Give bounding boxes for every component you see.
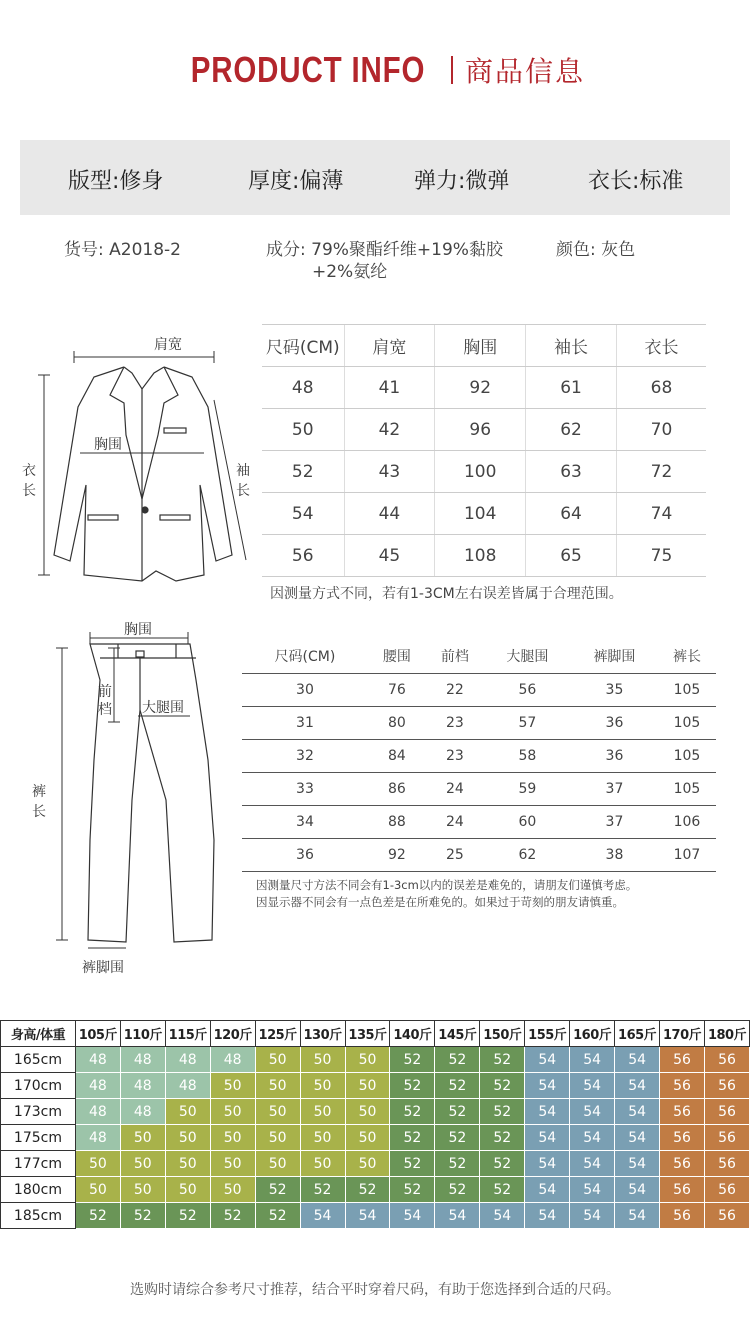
pants-header-cell: 大腿围 — [484, 640, 571, 673]
height-label: 173cm — [1, 1099, 76, 1125]
size-cell: 52 — [390, 1099, 435, 1125]
svg-text:前: 前 — [98, 684, 112, 700]
pants-header-cell: 尺码(CM) — [242, 640, 368, 673]
size-cell: 52 — [390, 1151, 435, 1177]
size-cell: 56 — [660, 1177, 705, 1203]
size-cell: 54 — [525, 1099, 570, 1125]
pants-cell: 34 — [242, 805, 368, 838]
size-cell: 52 — [255, 1203, 300, 1229]
jacket-cell: 48 — [262, 367, 344, 409]
size-cell: 50 — [210, 1073, 255, 1099]
pants-cell: 37 — [571, 772, 658, 805]
size-cell: 52 — [165, 1203, 210, 1229]
svg-text:档: 档 — [98, 702, 112, 718]
weight-header-cell: 150斤 — [480, 1021, 525, 1047]
pants-cell: 62 — [484, 838, 571, 871]
size-chart-row — [1, 1073, 750, 1099]
pants-cell: 31 — [242, 706, 368, 739]
height-label: 180cm — [1, 1177, 76, 1203]
size-cell: 56 — [660, 1073, 705, 1099]
label-thigh: 大腿围 — [142, 700, 184, 716]
size-cell: 50 — [75, 1177, 120, 1203]
size-cell: 50 — [165, 1151, 210, 1177]
size-cell: 52 — [480, 1073, 525, 1099]
size-cell: 54 — [615, 1125, 660, 1151]
size-cell: 50 — [165, 1177, 210, 1203]
jacket-cell: 63 — [526, 451, 617, 493]
weight-header-cell: 155斤 — [525, 1021, 570, 1047]
size-cell: 48 — [120, 1073, 165, 1099]
size-cell: 48 — [75, 1099, 120, 1125]
size-cell: 54 — [570, 1125, 615, 1151]
svg-text:长: 长 — [32, 804, 46, 820]
jacket-cell: 68 — [616, 367, 706, 409]
size-cell: 54 — [570, 1047, 615, 1073]
jacket-cell: 62 — [526, 409, 617, 451]
svg-text:长: 长 — [236, 483, 250, 499]
height-label: 177cm — [1, 1151, 76, 1177]
size-cell: 50 — [210, 1177, 255, 1203]
size-cell: 50 — [255, 1073, 300, 1099]
size-cell: 54 — [615, 1203, 660, 1229]
size-cell: 54 — [390, 1203, 435, 1229]
size-cell: 54 — [570, 1151, 615, 1177]
pants-row — [242, 673, 716, 706]
size-cell: 56 — [660, 1203, 705, 1229]
size-cell: 56 — [705, 1099, 750, 1125]
page-title — [0, 48, 750, 92]
size-chart-row — [1, 1177, 750, 1203]
title-divider — [451, 56, 453, 84]
jacket-cell: 96 — [435, 409, 526, 451]
size-cell: 50 — [300, 1151, 345, 1177]
jacket-header-cell: 尺码(CM) — [262, 325, 344, 367]
jacket-row — [262, 367, 706, 409]
pants-header-cell: 裤长 — [658, 640, 716, 673]
size-cell: 54 — [525, 1125, 570, 1151]
size-cell: 52 — [435, 1047, 480, 1073]
size-cell: 50 — [120, 1125, 165, 1151]
jacket-cell: 43 — [344, 451, 435, 493]
pants-note-1: 因测量尺寸方法不同会有1-3cm以内的误差是难免的，请朋友们谨慎考虑。 — [256, 878, 638, 892]
pants-cell: 23 — [426, 739, 484, 772]
size-cell: 56 — [660, 1047, 705, 1073]
size-cell: 54 — [525, 1047, 570, 1073]
size-cell: 52 — [120, 1203, 165, 1229]
jacket-header-cell: 胸围 — [435, 325, 526, 367]
size-cell: 48 — [165, 1047, 210, 1073]
pants-cell: 22 — [426, 673, 484, 706]
weight-header-cell: 125斤 — [255, 1021, 300, 1047]
weight-header-cell: 165斤 — [615, 1021, 660, 1047]
composition-line1: 成分: 79%聚酯纤维+19%黏胶 — [266, 240, 503, 260]
size-cell: 50 — [210, 1099, 255, 1125]
pants-cell: 107 — [658, 838, 716, 871]
pants-cell: 105 — [658, 739, 716, 772]
size-cell: 50 — [255, 1099, 300, 1125]
jacket-row — [262, 409, 706, 451]
pants-header-cell: 裤脚围 — [571, 640, 658, 673]
attr-stretch: 弹力:微弹 — [414, 169, 510, 194]
size-cell: 50 — [345, 1125, 390, 1151]
size-chart-row — [1, 1047, 750, 1073]
size-cell: 50 — [165, 1125, 210, 1151]
pants-cell: 105 — [658, 772, 716, 805]
size-cell: 54 — [570, 1177, 615, 1203]
size-cell: 52 — [435, 1099, 480, 1125]
jacket-header-cell: 袖长 — [526, 325, 617, 367]
size-recommendation-table — [0, 1020, 750, 1229]
size-cell: 56 — [705, 1047, 750, 1073]
size-cell: 52 — [435, 1125, 480, 1151]
size-cell: 48 — [75, 1047, 120, 1073]
svg-text:裤: 裤 — [32, 784, 46, 800]
size-cell: 50 — [345, 1099, 390, 1125]
jacket-cell: 64 — [526, 493, 617, 535]
jacket-header-cell: 肩宽 — [344, 325, 435, 367]
size-cell: 54 — [570, 1073, 615, 1099]
size-cell: 54 — [480, 1203, 525, 1229]
attr-fit: 版型:修身 — [68, 169, 164, 194]
pants-cell: 24 — [426, 805, 484, 838]
size-cell: 48 — [210, 1047, 255, 1073]
size-cell: 54 — [300, 1203, 345, 1229]
size-cell: 52 — [480, 1151, 525, 1177]
pants-cell: 23 — [426, 706, 484, 739]
pants-header-cell: 腰围 — [368, 640, 426, 673]
weight-header-cell: 135斤 — [345, 1021, 390, 1047]
weight-header-cell: 145斤 — [435, 1021, 480, 1047]
size-cell: 56 — [660, 1151, 705, 1177]
pants-cell: 36 — [571, 739, 658, 772]
size-cell: 50 — [300, 1125, 345, 1151]
size-chart-row — [1, 1203, 750, 1229]
weight-header-cell: 180斤 — [705, 1021, 750, 1047]
size-cell: 56 — [705, 1203, 750, 1229]
height-label: 175cm — [1, 1125, 76, 1151]
jacket-cell: 56 — [262, 535, 344, 577]
pants-cell: 106 — [658, 805, 716, 838]
size-cell: 54 — [345, 1203, 390, 1229]
size-cell: 52 — [255, 1177, 300, 1203]
pants-cell: 24 — [426, 772, 484, 805]
size-cell: 52 — [345, 1177, 390, 1203]
size-chart-header-row — [1, 1021, 750, 1047]
weight-header-cell: 115斤 — [165, 1021, 210, 1047]
size-cell: 52 — [390, 1073, 435, 1099]
size-cell: 52 — [435, 1151, 480, 1177]
jacket-diagram — [14, 325, 264, 595]
size-cell: 54 — [615, 1073, 660, 1099]
composition-line2: +2%氨纶 — [312, 262, 388, 282]
size-cell: 50 — [75, 1151, 120, 1177]
jacket-cell: 41 — [344, 367, 435, 409]
svg-text:袖: 袖 — [236, 463, 250, 479]
pants-cell: 30 — [242, 673, 368, 706]
jacket-cell: 52 — [262, 451, 344, 493]
weight-header-cell: 140斤 — [390, 1021, 435, 1047]
pants-cell: 38 — [571, 838, 658, 871]
jacket-cell: 92 — [435, 367, 526, 409]
size-cell: 56 — [660, 1099, 705, 1125]
size-cell: 54 — [615, 1177, 660, 1203]
pants-header-row — [242, 640, 716, 673]
size-cell: 54 — [525, 1151, 570, 1177]
size-cell: 48 — [75, 1125, 120, 1151]
weight-header-cell: 120斤 — [210, 1021, 255, 1047]
size-chart-row — [1, 1125, 750, 1151]
size-cell: 52 — [390, 1125, 435, 1151]
pants-cell: 33 — [242, 772, 368, 805]
size-cell: 50 — [165, 1099, 210, 1125]
jacket-cell: 75 — [616, 535, 706, 577]
pants-cell: 25 — [426, 838, 484, 871]
pants-cell: 60 — [484, 805, 571, 838]
size-cell: 52 — [480, 1099, 525, 1125]
pants-size-table — [242, 640, 716, 872]
jacket-cell: 70 — [616, 409, 706, 451]
label-shoulder: 肩宽 — [154, 337, 182, 353]
label-hem: 裤脚围 — [82, 960, 124, 976]
pants-cell: 105 — [658, 706, 716, 739]
label-chest: 胸围 — [94, 437, 122, 453]
size-cell: 52 — [480, 1047, 525, 1073]
attr-length: 衣长:标准 — [588, 169, 684, 194]
size-cell: 50 — [120, 1177, 165, 1203]
size-cell: 50 — [300, 1073, 345, 1099]
jacket-cell: 65 — [526, 535, 617, 577]
pants-diagram — [18, 620, 243, 980]
size-cell: 54 — [525, 1203, 570, 1229]
jacket-cell: 104 — [435, 493, 526, 535]
weight-header-cell: 130斤 — [300, 1021, 345, 1047]
size-cell: 56 — [705, 1177, 750, 1203]
height-label: 165cm — [1, 1047, 76, 1073]
size-cell: 52 — [300, 1177, 345, 1203]
jacket-cell: 44 — [344, 493, 435, 535]
pants-cell: 37 — [571, 805, 658, 838]
jacket-cell: 61 — [526, 367, 617, 409]
title-en: PRODUCT INFO — [190, 49, 426, 90]
size-cell: 56 — [705, 1125, 750, 1151]
size-cell: 54 — [435, 1203, 480, 1229]
size-cell: 54 — [615, 1047, 660, 1073]
pants-cell: 84 — [368, 739, 426, 772]
pants-cell: 56 — [484, 673, 571, 706]
size-cell: 54 — [570, 1203, 615, 1229]
size-cell: 52 — [390, 1177, 435, 1203]
pants-cell: 32 — [242, 739, 368, 772]
jacket-cell: 45 — [344, 535, 435, 577]
weight-header-cell: 105斤 — [75, 1021, 120, 1047]
svg-text:长: 长 — [22, 483, 36, 499]
svg-text:衣: 衣 — [22, 463, 36, 479]
size-cell: 50 — [255, 1047, 300, 1073]
size-cell: 52 — [480, 1125, 525, 1151]
size-cell: 56 — [660, 1125, 705, 1151]
weight-header-cell: 170斤 — [660, 1021, 705, 1047]
color-info: 颜色: 灰色 — [556, 240, 636, 260]
jacket-header-row — [262, 325, 706, 367]
jacket-cell: 108 — [435, 535, 526, 577]
size-cell: 50 — [210, 1125, 255, 1151]
size-cell: 52 — [210, 1203, 255, 1229]
size-cell: 54 — [615, 1099, 660, 1125]
size-cell: 50 — [120, 1151, 165, 1177]
title-cn: 商品信息 — [464, 55, 585, 88]
pants-cell: 88 — [368, 805, 426, 838]
size-cell: 48 — [120, 1099, 165, 1125]
size-cell: 54 — [570, 1099, 615, 1125]
label-pants-chest: 胸围 — [124, 622, 152, 638]
pants-cell: 35 — [571, 673, 658, 706]
jacket-cell: 50 — [262, 409, 344, 451]
jacket-note: 因测量方式不同，若有1-3CM左右误差皆属于合理范围。 — [270, 586, 623, 602]
jacket-cell: 74 — [616, 493, 706, 535]
height-label: 170cm — [1, 1073, 76, 1099]
size-chart-corner: 身高/体重 — [1, 1021, 76, 1047]
height-label: 185cm — [1, 1203, 76, 1229]
pants-cell: 92 — [368, 838, 426, 871]
jacket-size-table — [262, 324, 706, 577]
pants-row — [242, 772, 716, 805]
jacket-row — [262, 535, 706, 577]
footer-note: 选购时请综合参考尺寸推荐，结合平时穿着尺码，有助于您选择到合适的尺码。 — [130, 1282, 620, 1298]
size-cell: 50 — [300, 1047, 345, 1073]
size-cell: 50 — [345, 1047, 390, 1073]
jacket-cell: 42 — [344, 409, 435, 451]
pants-cell: 58 — [484, 739, 571, 772]
size-cell: 52 — [480, 1177, 525, 1203]
size-cell: 52 — [435, 1073, 480, 1099]
size-cell: 54 — [525, 1177, 570, 1203]
size-cell: 54 — [615, 1151, 660, 1177]
jacket-row — [262, 493, 706, 535]
size-cell: 48 — [120, 1047, 165, 1073]
size-cell: 56 — [705, 1073, 750, 1099]
size-chart-row — [1, 1099, 750, 1125]
size-cell: 50 — [255, 1125, 300, 1151]
size-cell: 54 — [525, 1073, 570, 1099]
jacket-cell: 54 — [262, 493, 344, 535]
size-cell: 56 — [705, 1151, 750, 1177]
pants-note-2: 因显示器不同会有一点色差是在所难免的。如果过于苛刻的朋友请慎重。 — [256, 895, 624, 909]
pants-cell: 80 — [368, 706, 426, 739]
size-chart-row — [1, 1151, 750, 1177]
attr-thickness: 厚度:偏薄 — [248, 169, 344, 194]
pants-row — [242, 838, 716, 871]
size-cell: 50 — [300, 1099, 345, 1125]
size-cell: 48 — [165, 1073, 210, 1099]
pants-header-cell: 前档 — [426, 640, 484, 673]
size-cell: 52 — [435, 1177, 480, 1203]
pants-row — [242, 706, 716, 739]
size-cell: 52 — [75, 1203, 120, 1229]
weight-header-cell: 110斤 — [120, 1021, 165, 1047]
size-cell: 50 — [345, 1073, 390, 1099]
size-cell: 50 — [255, 1151, 300, 1177]
pants-cell: 36 — [571, 706, 658, 739]
pants-cell: 59 — [484, 772, 571, 805]
size-cell: 52 — [390, 1047, 435, 1073]
jacket-header-cell: 衣长 — [616, 325, 706, 367]
attributes-banner — [20, 140, 730, 215]
pants-cell: 76 — [368, 673, 426, 706]
item-number: 货号: A2018-2 — [64, 240, 181, 260]
size-cell: 48 — [75, 1073, 120, 1099]
pants-row — [242, 805, 716, 838]
pants-cell: 86 — [368, 772, 426, 805]
jacket-cell: 100 — [435, 451, 526, 493]
jacket-row — [262, 451, 706, 493]
weight-header-cell: 160斤 — [570, 1021, 615, 1047]
pants-row — [242, 739, 716, 772]
size-cell: 50 — [210, 1151, 255, 1177]
jacket-cell: 72 — [616, 451, 706, 493]
pants-cell: 57 — [484, 706, 571, 739]
pants-cell: 36 — [242, 838, 368, 871]
size-cell: 50 — [345, 1151, 390, 1177]
pants-cell: 105 — [658, 673, 716, 706]
